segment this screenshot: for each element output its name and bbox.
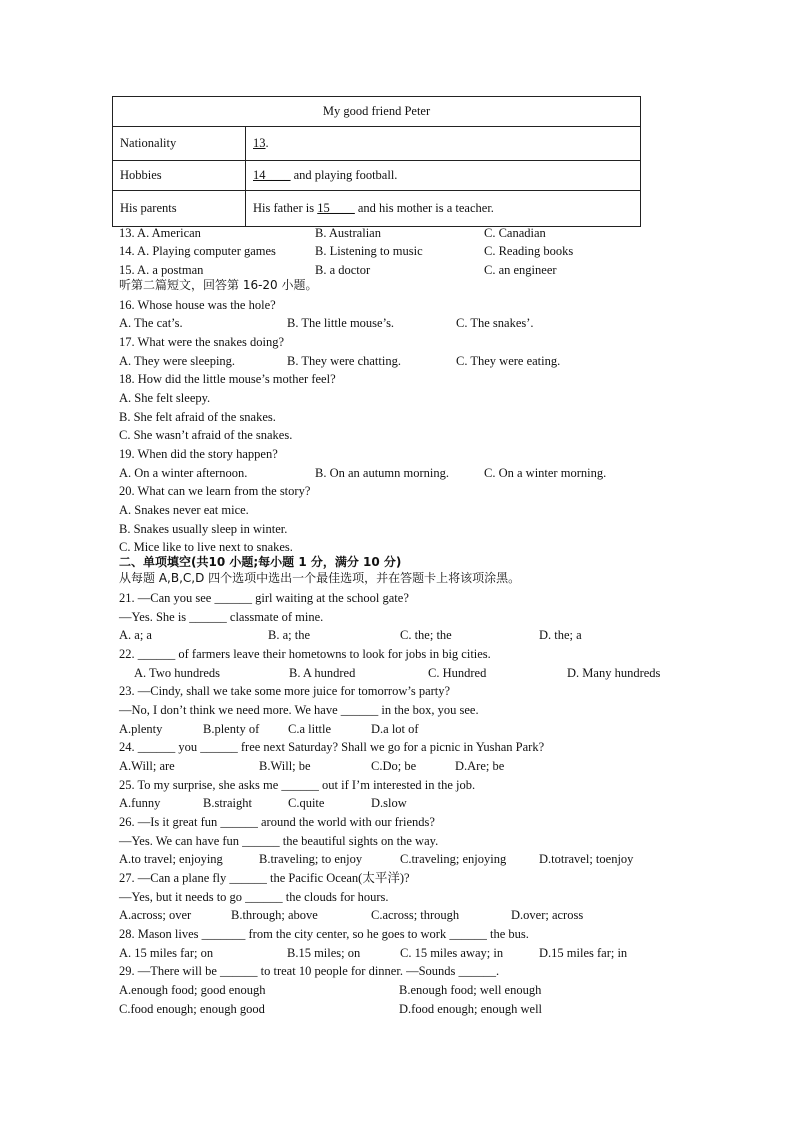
question-line: —Yes. We can have fun ______ the beautiful sights on the way. (119, 834, 439, 848)
question-line: A. a; a (119, 628, 152, 642)
option-text: D.slow (371, 796, 407, 810)
option-text: B.traveling; to enjoy (259, 852, 363, 866)
question-line: 24. ______ you ______ free next Saturday? Shall we go for a picnic in Yushan Park? (119, 740, 545, 754)
option-text: B. Australian (315, 226, 381, 240)
question-line: 17. What were the snakes doing? (119, 335, 284, 349)
answer-blank: 15____ (317, 201, 355, 215)
table-title: My good friend Peter (113, 97, 641, 127)
question-line: A.to travel; enjoying (119, 852, 223, 866)
option-text: B. They were chatting. (287, 354, 401, 368)
option-text: C.quite (288, 796, 325, 810)
question-line: C.food enough; enough good (119, 1002, 265, 1016)
row-value: 14____ and playing football. (246, 161, 641, 191)
option-text: B.15 miles; on (287, 946, 361, 960)
question-line: 22. ______ of farmers leave their hometowns to look for jobs in big cities. (119, 647, 491, 661)
option-text: B. a; the (268, 628, 311, 642)
question-line: A.plenty (119, 722, 163, 736)
option-text: C. They were eating. (456, 354, 561, 368)
question-line: C. Mice like to live next to snakes. (119, 540, 293, 554)
row-label: Hobbies (113, 161, 246, 191)
question-line: A. On a winter afternoon. (119, 466, 248, 480)
option-text: D. the; a (539, 628, 582, 642)
question-line: A.funny (119, 796, 161, 810)
question-line: A. The cat’s. (119, 316, 183, 330)
question-line: —Yes, but it needs to go ______ the clouds for hours. (119, 890, 389, 904)
option-text: B. a doctor (315, 263, 371, 277)
question-line: 14. A. Playing computer games (119, 244, 276, 258)
option-text: C.across; through (371, 908, 460, 922)
question-line: 21. —Can you see ______ girl waiting at the school gate? (119, 591, 409, 605)
option-text: B. The little mouse’s. (287, 316, 395, 330)
option-text: B.straight (203, 796, 252, 810)
option-text: D.15 miles far; in (539, 946, 628, 960)
question-line: —No, I don’t think we need more. We have ______ in the box, you see. (119, 703, 479, 717)
question-line: 23. —Cindy, shall we take some more juice for tomorrow’s party? (119, 684, 451, 698)
question-line: 13. A. American (119, 226, 201, 240)
table-row (113, 127, 641, 161)
answer-blank: 13 (253, 136, 266, 150)
question-line: A.enough food; good enough (119, 983, 266, 997)
option-text: C.Do; be (371, 759, 417, 773)
option-text: B. Listening to music (315, 244, 423, 258)
option-text: D.over; across (511, 908, 584, 922)
question-line: B. She felt afraid of the snakes. (119, 410, 276, 424)
question-line: A.across; over (119, 908, 192, 922)
question-line: B. Snakes usually sleep in winter. (119, 522, 288, 536)
row-label: His parents (113, 191, 246, 227)
table-row (113, 161, 641, 191)
option-text: B.through; above (231, 908, 318, 922)
option-text: C. 15 miles away; in (400, 946, 504, 960)
option-text: C. On a winter morning. (484, 466, 607, 480)
option-text: D.food enough; enough well (399, 1002, 543, 1016)
question-line: 27. —Can a plane fly ______ the Pacific Ocean(太平洋)? (119, 871, 410, 885)
option-text: C.traveling; enjoying (400, 852, 507, 866)
question-line: 从每题 A,B,C,D 四个选项中选出一个最佳选项，并在答题卡上将该项涂黑。 (119, 571, 521, 585)
question-line: C. She wasn’t afraid of the snakes. (119, 428, 293, 442)
option-text: C. Canadian (484, 226, 546, 240)
option-text: D.totravel; toenjoy (539, 852, 634, 866)
question-line: A. She felt sleepy. (119, 391, 211, 405)
option-text: C.a little (288, 722, 332, 736)
option-text: D.a lot of (371, 722, 419, 736)
option-text: C. Reading books (484, 244, 574, 258)
question-line: 26. —Is it great fun ______ around the world with our friends? (119, 815, 435, 829)
friend-info-table (112, 96, 641, 227)
question-line: 听第二篇短文，回答第 16-20 小题。 (119, 278, 318, 292)
question-line: 28. Mason lives _______ from the city center, so he goes to work ______ the bus. (119, 927, 529, 941)
question-line: —Yes. She is ______ classmate of mine. (119, 610, 324, 624)
question-line: 16. Whose house was the hole? (119, 298, 276, 312)
option-text: B.plenty of (203, 722, 260, 736)
answer-blank: 14____ (253, 168, 291, 182)
question-line: A.Will; are (119, 759, 175, 773)
option-text: B.enough food; well enough (399, 983, 542, 997)
question-line: 15. A. a postman (119, 263, 204, 277)
question-line: A. They were sleeping. (119, 354, 236, 368)
question-line: A. Snakes never eat mice. (119, 503, 249, 517)
question-line: 25. To my surprise, she asks me ______ out if I’m interested in the job. (119, 778, 476, 792)
question-line: 19. When did the story happen? (119, 447, 278, 461)
question-line: 18. How did the little mouse’s mother feel? (119, 372, 336, 386)
option-text: C. the; the (400, 628, 452, 642)
option-text: B. A hundred (289, 666, 356, 680)
question-line: A. Two hundreds (134, 666, 221, 680)
option-text: D.Are; be (455, 759, 505, 773)
option-text: B.Will; be (259, 759, 311, 773)
question-line: 二、单项填空(共10 小题;每小题 1 分，满分 10 分) (119, 555, 402, 569)
option-text: C. an engineer (484, 263, 557, 277)
option-text: B. On an autumn morning. (315, 466, 450, 480)
option-text: C. The snakes’. (456, 316, 534, 330)
question-line: A. 15 miles far; on (119, 946, 214, 960)
question-line: 29. —There will be ______ to treat 10 people for dinner. —Sounds ______. (119, 964, 500, 978)
option-text: D. Many hundreds (567, 666, 661, 680)
row-value: His father is 15____ and his mother is a teacher. (246, 191, 641, 227)
question-line: 20. What can we learn from the story? (119, 484, 311, 498)
table-row (113, 191, 641, 227)
row-value: 13. (246, 127, 641, 161)
option-text: C. Hundred (428, 666, 487, 680)
row-label: Nationality (113, 127, 246, 161)
